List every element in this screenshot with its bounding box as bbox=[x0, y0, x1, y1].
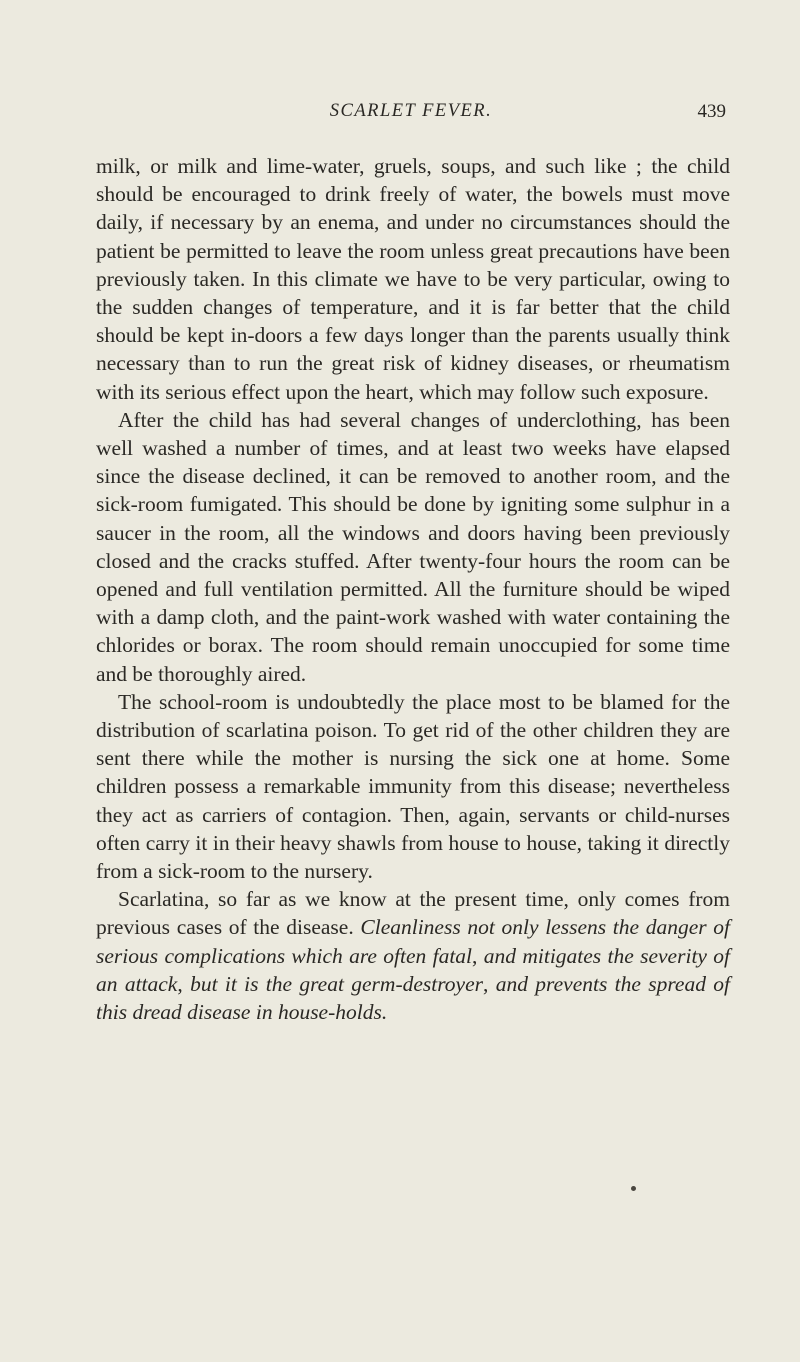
paragraph-2: After the child has had several changes of underclothing, has been well washed a number of times, and at least two weeks have elapsed since the disease declined, it can be removed to another room, and the sick-room fumigated. This should be done by igniting some sulphur in a saucer in the room, all the windows and doors having been previously closed and the cracks stuffed. After twenty-four hours the room can be opened and full ventilation permitted. All the furniture should be wiped with a damp cloth, and the paint-work washed with water containing the chlorides or borax. The room should remain unoccupied for some time and be thoroughly aired. bbox=[96, 407, 730, 686]
paragraph-4-plain-4: , bbox=[483, 971, 496, 996]
paragraph-3: The school-room is undoubtedly the place most to be blamed for the distribution of scarlatina poison. To get rid of the other children they are sent there while the mother is nursing the sick one at home. Some children possess a remarkable immunity from this disease; nevertheless they act as carriers of contagion. Then, again, servants or child-nurses often carry it in their heavy shawls from house to house, taking it directly from a sick-room to the nursery. bbox=[96, 689, 730, 884]
paragraph-4-plain-2: , bbox=[472, 943, 484, 968]
paragraph-4-plain: Scarlatina, so far as we know at the present time, only comes from previous cases of the disease. bbox=[96, 887, 730, 940]
body-text bbox=[96, 152, 730, 1026]
paragraph-4 bbox=[96, 885, 730, 1026]
paragraph-1: milk, or milk and lime-water, gruels, soups, and such like ; the child should be encouraged to drink freely of water, the bowels must move daily, if necessary by an enema, and under no circumstances should the patient be permitted to leave the room unless great precautions have been previously taken. In this climate we have to be very particular, owing to the sudden changes of temperature, and it is far better that the child should be kept in-doors a few days longer than the parents usually think necessary than to run the great risk of kidney diseases, or rheumatism with its serious effect upon the heart, which may follow such exposure. bbox=[96, 154, 730, 404]
paragraph-4-italic-3: but it is the great germ-destroyer bbox=[190, 971, 484, 996]
paragraph-4-plain-3: , bbox=[177, 971, 191, 996]
page-number: 439 bbox=[697, 101, 726, 122]
ink-speck bbox=[631, 1186, 636, 1191]
paragraph-4-italic-4: and prevents the spread of this dread disease in house-holds. bbox=[96, 971, 730, 1025]
paragraph-4-italic-1: Cleanliness not only lessens the danger of serious complications which are often fatal bbox=[96, 915, 730, 968]
running-title: SCARLET FEVER. bbox=[329, 101, 493, 121]
paragraph-4-italic-2: and mitigates the severity of an attack bbox=[96, 943, 731, 996]
running-head bbox=[96, 101, 726, 129]
